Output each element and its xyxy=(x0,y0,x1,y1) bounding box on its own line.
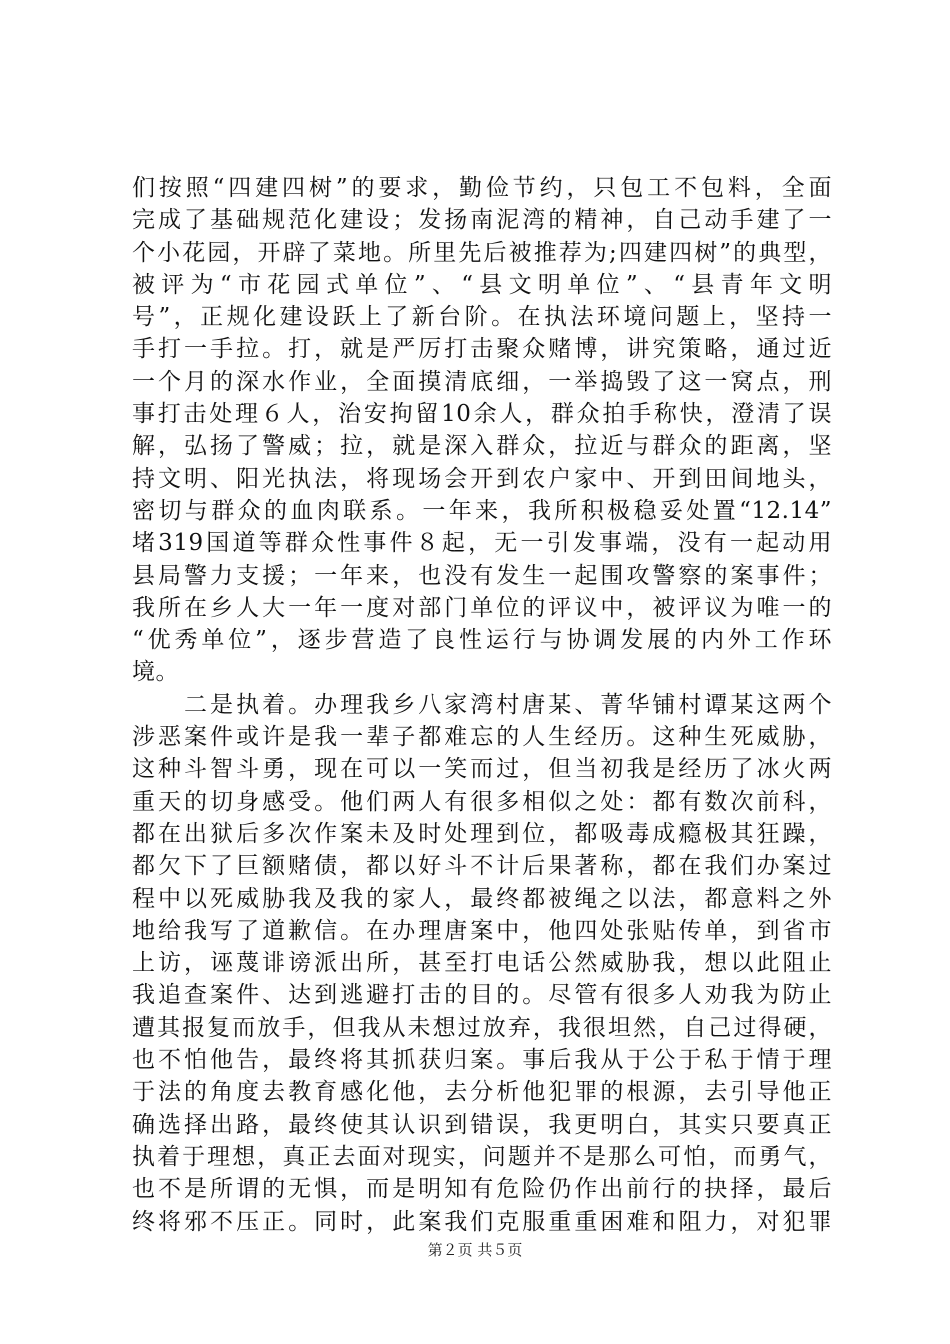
text-line: 涉恶案件或许是我一辈子都难忘的人生经历。这种生死威胁， xyxy=(132,724,832,751)
text-line: 号”，正规化建设跃上了新台阶。在执法环境问题上，坚持一 xyxy=(132,304,832,331)
text-line: 二是执着。办理我乡八家湾村唐某、菁华铺村谭某这两个 xyxy=(132,691,832,718)
text-line: 程中以死威胁我及我的家人，最终都被绳之以法，都意料之外 xyxy=(132,885,832,912)
text-line: 们按照“四建四树”的要求，勤俭节约，只包工不包料，全面 xyxy=(132,175,832,201)
text-line: 这种斗智斗勇，现在可以一笑而过，但当初我是经历了冰火两 xyxy=(132,756,832,783)
text-line: 上访，诬蔑诽谤派出所，甚至打电话公然威胁我，想以此阻止 xyxy=(132,950,832,977)
text-line: 手打一手拉。打，就是严厉打击聚众赌博，讲究策略，通过近 xyxy=(132,336,832,363)
text-line: 重天的切身感受。他们两人有很多相似之处：都有数次前科， xyxy=(132,788,832,815)
text-line: 县局警力支援；一年来，也没有发生一起围攻警察的案事件； xyxy=(132,562,832,589)
text-line: 遭其报复而放手，但我从未想过放弃，我很坦然，自己过得硬， xyxy=(132,1014,832,1041)
text-line: 完成了基础规范化建设；发扬南泥湾的精神，自己动手建了一 xyxy=(132,207,832,234)
text-line: 地给我写了道歉信。在办理唐案中，他四处张贴传单，到省市 xyxy=(132,917,832,944)
text-line: 被评为“市花园式单位”、“县文明单位”、“县青年文明 xyxy=(132,271,832,298)
text-line: 事打击处理６人，治安拘留10余人，群众拍手称快，澄清了误 xyxy=(132,401,832,428)
text-line: 确选择出路，最终使其认识到错误，我更明白，其实只要真正 xyxy=(132,1111,832,1138)
text-line: 于法的角度去教育感化他，去分析他犯罪的根源，去引导他正 xyxy=(132,1079,832,1106)
text-line: 持文明、阳光执法，将现场会开到农户家中、开到田间地头， xyxy=(132,465,832,492)
text-line: 密切与群众的血肉联系。一年来，我所积极稳妥处置“12.14” xyxy=(132,497,832,524)
text-line: 也不是所谓的无惧，而是明知有危险仍作出前行的抉择，最后 xyxy=(132,1176,832,1203)
text-line: 执着于理想，真正去面对现实，问题并不是那么可怕，而勇气， xyxy=(132,1143,832,1170)
text-line: 境。 xyxy=(132,659,179,686)
text-line: 都在出狱后多次作案未及时处理到位，都吸毒成瘾极其狂躁， xyxy=(132,820,832,847)
body-text xyxy=(132,172,832,1238)
text-line: “优秀单位”，逐步营造了良性运行与协调发展的内外工作环 xyxy=(132,627,832,654)
text-line: 都欠下了巨额赌债，都以好斗不计后果著称，都在我们办案过 xyxy=(132,853,832,880)
text-line: 也不怕他告，最终将其抓获归案。事后我从于公于私于情于理 xyxy=(132,1047,832,1074)
text-line: 终将邪不压正。同时，此案我们克服重重困难和阻力，对犯罪 xyxy=(132,1208,832,1235)
text-line: 解，弘扬了警威；拉，就是深入群众，拉近与群众的距离，坚 xyxy=(132,433,832,460)
text-line: 我追查案件、达到逃避打击的目的。尽管有很多人劝我为防止 xyxy=(132,982,832,1009)
text-line: 个小花园，开辟了菜地。所里先后被推荐为;四建四树”的典型， xyxy=(132,239,832,266)
text-line: 一个月的深水作业，全面摸清底细，一举捣毁了这一窝点，刑 xyxy=(132,368,832,395)
page-footer: 第２页 共５页 xyxy=(427,1241,523,1259)
text-line: 堵319国道等群众性事件８起，无一引发事端，没有一起动用 xyxy=(132,530,832,557)
text-line: 我所在乡人大一年一度对部门单位的评议中，被评议为唯一的 xyxy=(132,594,832,621)
